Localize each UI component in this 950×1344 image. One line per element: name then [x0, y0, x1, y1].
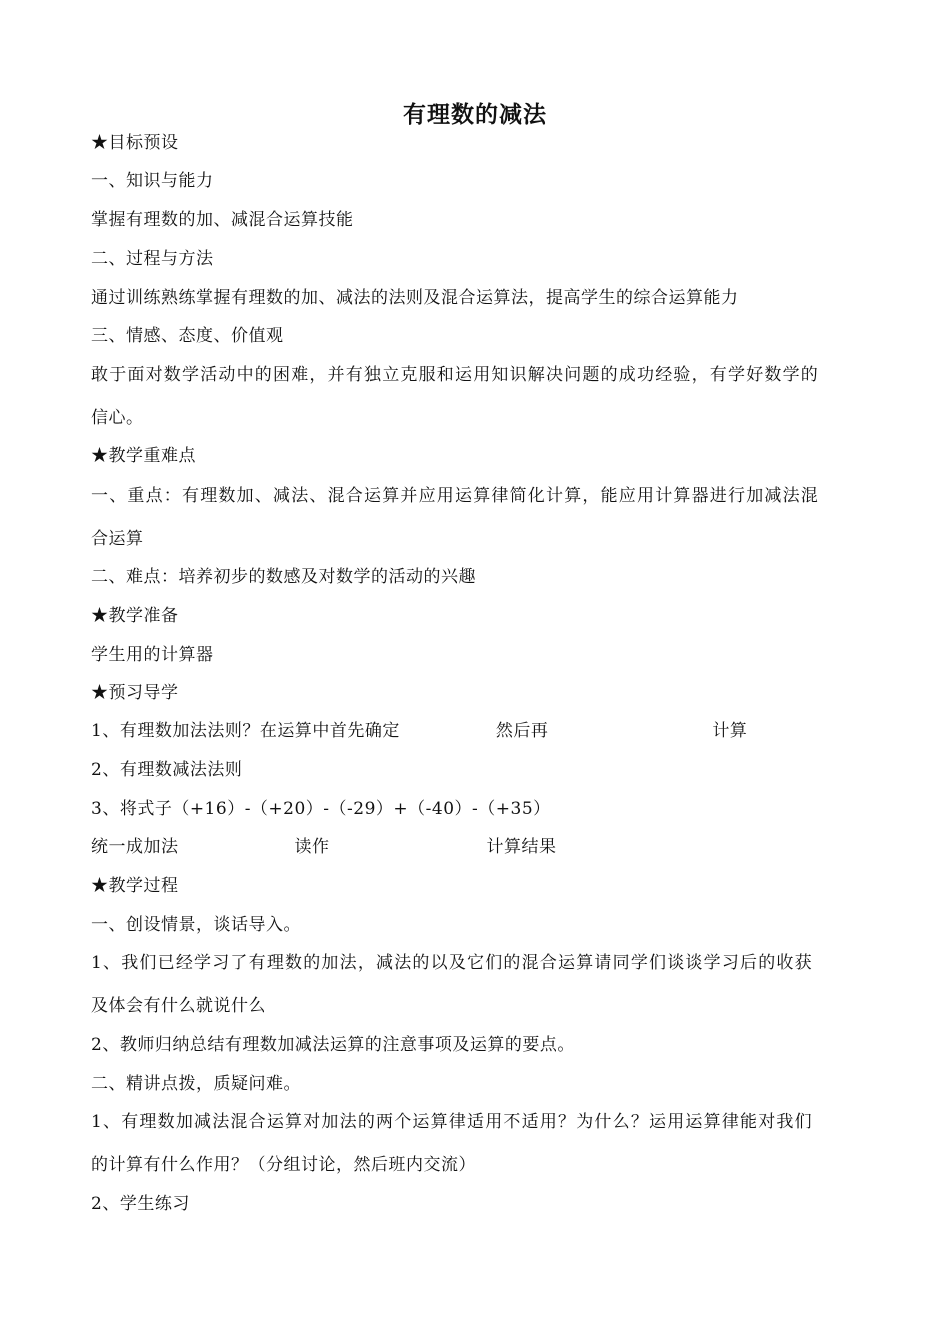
- preview-item-4-text-c: 计算结果: [486, 837, 557, 857]
- process1-item1-line1: 1、我们已经学习了有理数的加法，减法的以及它们的混合运算请同学们谈谈学习后的收获: [91, 953, 813, 973]
- process2-item1-line1: 1、有理数加减法混合运算对加法的两个运算律适用不适用？为什么？运用运算律能对我们: [91, 1112, 813, 1132]
- key1-line1: 一、重点：有理数加、减法、混合运算并应用运算律简化计算，能应用计算器进行加减法混: [91, 486, 819, 506]
- process1-item2: 2、教师归纳总结有理数加减法运算的注意事项及运算的要点。: [91, 1035, 575, 1055]
- process1-heading: 一、创设情景，谈话导入。: [91, 915, 301, 935]
- goal2-text: 通过训练熟练掌握有理数的加、减法的法则及混合运算法，提高学生的综合运算能力: [91, 288, 739, 308]
- preview-item-4: [91, 832, 557, 857]
- process1-item1-line2: 及体会有什么就说什么: [91, 996, 266, 1016]
- preview-item-4-text-a: 统一成加法: [91, 837, 179, 857]
- preview-item-1-text-c: 计算: [712, 721, 748, 741]
- key1-line2: 合运算: [91, 529, 144, 549]
- process2-heading: 二、精讲点拨，质疑问难。: [91, 1074, 301, 1094]
- preview-heading: ★预习导学: [91, 683, 179, 703]
- document-title: 有理数的减法: [403, 102, 547, 128]
- goal3-text-line1: 敢于面对数学活动中的困难，并有独立克服和运用知识解决问题的成功经验，有学好数学的: [91, 365, 819, 385]
- preview-item-2: 2、有理数减法法则: [91, 760, 243, 780]
- key-heading: ★教学重难点: [91, 446, 196, 466]
- key2-text: 二、难点：培养初步的数感及对数学的活动的兴趣: [91, 567, 476, 587]
- goal2-heading: 二、过程与方法: [91, 249, 214, 269]
- goal3-text-line2: 信心。: [91, 408, 144, 428]
- preview-item-3: 3、将式子（+16）-（+20）-（-29）+（-40）-（+35）: [91, 799, 551, 819]
- process-heading: ★教学过程: [91, 876, 179, 896]
- goal1-text: 掌握有理数的加、减混合运算技能: [91, 210, 354, 230]
- process2-item2: 2、学生练习: [91, 1194, 190, 1214]
- preview-item-1-text-a: 1、有理数加法法则？在运算中首先确定: [91, 721, 400, 741]
- preview-item-4-text-b: 读作: [294, 837, 330, 857]
- goal3-heading: 三、情感、态度、价值观: [91, 326, 284, 346]
- preview-item-1: [91, 716, 747, 741]
- goals-heading: ★目标预设: [91, 133, 179, 153]
- prep-text: 学生用的计算器: [91, 645, 214, 665]
- goal1-heading: 一、知识与能力: [91, 171, 214, 191]
- preview-item-1-text-b: 然后再: [495, 721, 549, 741]
- process2-item1-line2: 的计算有什么作用？（分组讨论，然后班内交流）: [91, 1155, 476, 1175]
- prep-heading: ★教学准备: [91, 606, 179, 626]
